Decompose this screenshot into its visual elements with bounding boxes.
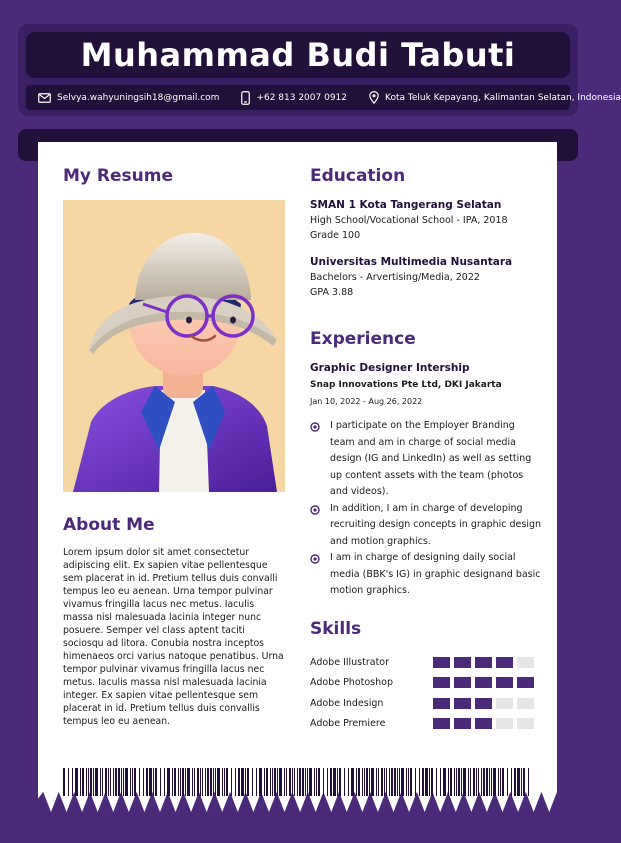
barcode-bar xyxy=(318,768,320,796)
barcode-bar xyxy=(88,768,89,796)
barcode-bar xyxy=(307,768,308,796)
barcode-bar xyxy=(521,768,522,796)
barcode-bar xyxy=(369,768,370,796)
barcode-bar xyxy=(470,768,471,796)
barcode-bar xyxy=(401,768,404,796)
barcode-bar xyxy=(364,768,365,796)
school-name: Universitas Multimedia Nusantara xyxy=(310,256,513,268)
barcode-bar xyxy=(68,768,69,796)
skills-heading: Skills xyxy=(310,619,362,639)
profile-illustration xyxy=(63,200,285,492)
school-name: SMAN 1 Kota Tangerang Selatan xyxy=(310,199,502,211)
barcode-bar xyxy=(72,768,73,796)
barcode-bar xyxy=(422,768,424,796)
barcode-bar xyxy=(284,768,285,796)
skill-segment-filled xyxy=(433,677,450,688)
barcode-bar xyxy=(134,768,136,796)
barcode-bar xyxy=(344,768,345,796)
grade-line: GPA 3.88 xyxy=(310,287,354,298)
barcode-bar xyxy=(277,768,278,796)
education-heading: Education xyxy=(310,166,406,186)
barcode-bar xyxy=(202,768,203,796)
barcode-bar xyxy=(337,768,338,796)
barcode-bar xyxy=(264,768,265,796)
barcode-bar xyxy=(362,768,363,796)
barcode-bar xyxy=(511,768,512,796)
skill-segment-filled xyxy=(433,718,450,729)
barcode-bar xyxy=(356,768,357,796)
barcode-bar xyxy=(448,768,449,796)
barcode-bar xyxy=(115,768,117,796)
barcode-bar xyxy=(294,768,295,796)
company-name: Snap Innovations Pte Ltd, DKI Jakarta xyxy=(310,380,502,390)
barcode-bar xyxy=(100,768,101,796)
barcode-bar xyxy=(272,768,273,796)
barcode-bar xyxy=(461,768,462,796)
job-title: Graphic Designer Intership xyxy=(310,362,470,374)
barcode-bar xyxy=(178,768,179,796)
barcode-bar xyxy=(110,768,111,796)
contact-email[interactable] xyxy=(38,93,219,103)
name-banner xyxy=(26,32,570,78)
barcode-bar xyxy=(90,768,92,796)
degree-line: Bachelors - Arvertising/Media, 2022 xyxy=(310,272,480,283)
skills-list xyxy=(310,652,534,734)
barcode-bar xyxy=(200,768,201,796)
barcode-bar xyxy=(132,768,133,796)
barcode-bar xyxy=(86,768,87,796)
skill-segment-filled xyxy=(433,698,450,709)
barcode-bar xyxy=(235,768,236,796)
barcode-bar xyxy=(207,768,209,796)
barcode-bar xyxy=(500,768,501,796)
barcode-bar xyxy=(205,768,206,796)
barcode-bar xyxy=(517,768,520,796)
barcode-bar xyxy=(153,768,154,796)
skill-segment-empty xyxy=(517,718,534,729)
barcode-bar xyxy=(286,768,287,796)
barcode-bar xyxy=(386,768,387,796)
location-text: Kota Teluk Kepayang, Kalimantan Selatan, Indonesia xyxy=(385,92,621,103)
skill-segment-filled xyxy=(517,677,534,688)
barcode-bar xyxy=(450,768,452,796)
barcode-bar xyxy=(63,768,65,796)
barcode-bar xyxy=(514,768,516,796)
skill-segment-filled xyxy=(454,718,471,729)
barcode-bar xyxy=(463,768,466,796)
barcode-bar xyxy=(305,768,306,796)
skill-level-bar xyxy=(429,677,534,688)
barcode-bar xyxy=(222,768,223,796)
barcode-bar xyxy=(167,768,170,796)
barcode-bar xyxy=(149,768,152,796)
barcode-bar xyxy=(323,768,324,796)
barcode-bar xyxy=(108,768,109,796)
barcode-bar xyxy=(486,768,488,796)
barcode-bar xyxy=(259,768,262,796)
barcode-bar xyxy=(528,768,529,796)
barcode-bar xyxy=(146,768,148,796)
barcode-bar xyxy=(399,768,400,796)
bullet-text: I participate on the Employer Branding team and am in charge of social media design (IG and LinkedIn) as well as setting up content assets with the team (photos and videos). xyxy=(330,420,532,497)
barcode-bar xyxy=(425,768,428,796)
skill-segment-filled xyxy=(475,677,492,688)
barcode-bar xyxy=(476,768,477,796)
barcode-bar xyxy=(247,768,249,796)
barcode-bar xyxy=(348,768,349,796)
barcode-bar xyxy=(483,768,485,796)
barcode-bar xyxy=(456,768,457,796)
barcode-bar xyxy=(468,768,469,796)
barcode-bar xyxy=(130,768,131,796)
barcode-bar xyxy=(245,768,246,796)
barcode-bar xyxy=(415,768,416,796)
barcode-bar xyxy=(224,768,225,796)
barcode-bar xyxy=(182,768,184,796)
barcode-bar xyxy=(215,768,216,796)
experience-bullets xyxy=(310,418,542,600)
education-entry xyxy=(310,199,540,241)
contact-phone[interactable] xyxy=(241,91,347,105)
barcode-bar xyxy=(213,768,214,796)
barcode-bar xyxy=(458,768,460,796)
barcode-bar xyxy=(384,768,385,796)
barcode-bar xyxy=(431,768,433,796)
contact-bar xyxy=(26,85,621,110)
education-entry xyxy=(310,256,540,298)
barcode-bar xyxy=(241,768,244,796)
barcode-bar xyxy=(498,768,499,796)
barcode-bar xyxy=(252,768,253,796)
barcode-bar xyxy=(192,768,193,796)
barcode-bar xyxy=(381,768,383,796)
barcode-bar xyxy=(187,768,190,796)
list-item xyxy=(310,418,542,501)
phone-icon xyxy=(241,91,250,105)
barcode-bar xyxy=(454,768,455,796)
barcode-bar xyxy=(436,768,437,796)
barcode-bar xyxy=(351,768,354,796)
barcode-bar xyxy=(238,768,240,796)
barcode-bar xyxy=(299,768,301,796)
barcode-bar xyxy=(164,768,165,796)
barcode-bar xyxy=(378,768,379,796)
circle-bullet-icon xyxy=(310,554,320,564)
phone-text: +62 813 2007 0912 xyxy=(256,92,347,103)
barcode-bar xyxy=(102,768,103,796)
about-me-heading: About Me xyxy=(63,515,155,535)
skill-row xyxy=(310,693,534,714)
circle-bullet-icon xyxy=(310,422,320,432)
skill-row xyxy=(310,714,534,735)
barcode-bar xyxy=(408,768,409,796)
barcode-bar xyxy=(217,768,220,796)
barcode-bar xyxy=(330,768,332,796)
barcode-bar xyxy=(478,768,479,796)
full-name: Muhammad Budi Tabuti xyxy=(80,36,516,74)
barcode-bar xyxy=(274,768,276,796)
barcode-bar xyxy=(95,768,98,796)
barcode-graphic xyxy=(63,768,533,796)
email-text: Selvya.wahyuningsih18@gmail.com xyxy=(57,92,220,103)
barcode-bar xyxy=(481,768,482,796)
barcode-bar xyxy=(80,768,81,796)
barcode-bar xyxy=(139,768,140,796)
barcode-bar xyxy=(302,768,304,796)
barcode-bar xyxy=(279,768,282,796)
barcode-bar xyxy=(113,768,114,796)
barcode-bar xyxy=(394,768,396,796)
barcode-bar xyxy=(410,768,412,796)
skill-segment-filled xyxy=(475,718,492,729)
location-pin-icon xyxy=(369,91,379,104)
contact-location[interactable] xyxy=(369,91,621,104)
skill-level-bar xyxy=(429,718,534,729)
skill-segment-filled xyxy=(454,698,471,709)
barcode-bar xyxy=(231,768,232,796)
skill-name: Adobe Premiere xyxy=(310,718,386,730)
skill-name: Adobe Photoshop xyxy=(310,677,393,689)
skill-segment-empty xyxy=(496,718,513,729)
barcode-bar xyxy=(180,768,181,796)
barcode-bar xyxy=(406,768,407,796)
barcode-bar xyxy=(389,768,390,796)
barcode-bar xyxy=(210,768,212,796)
skill-name: Adobe Illustrator xyxy=(310,656,390,668)
skill-segment-filled xyxy=(475,657,492,668)
barcode-bar xyxy=(429,768,430,796)
barcode-bar xyxy=(371,768,374,796)
barcode-bar xyxy=(376,768,377,796)
barcode-bar xyxy=(339,768,341,796)
list-item xyxy=(310,501,542,551)
barcode-bar xyxy=(266,768,268,796)
skill-segment-filled xyxy=(454,657,471,668)
barcode-bar xyxy=(118,768,120,796)
barcode-bar xyxy=(105,768,107,796)
barcode-bar xyxy=(493,768,496,796)
barcode-bar xyxy=(366,768,368,796)
skill-row xyxy=(310,673,534,694)
barcode-bar xyxy=(160,768,161,796)
degree-line: High School/Vocational School - IPA, 2018 xyxy=(310,215,508,226)
barcode-bar xyxy=(123,768,124,796)
barcode-bar xyxy=(507,768,508,796)
barcode-bar xyxy=(172,768,173,796)
job-dates: Jan 10, 2022 - Aug 26, 2022 xyxy=(310,397,423,406)
skill-segment-filled xyxy=(475,698,492,709)
skill-segment-empty xyxy=(517,698,534,709)
barcode-bar xyxy=(523,768,525,796)
barcode-bar xyxy=(297,768,298,796)
barcode-bar xyxy=(185,768,186,796)
barcode-bar xyxy=(419,768,420,796)
barcode-bar xyxy=(358,768,360,796)
barcode-bar xyxy=(473,768,475,796)
skill-segment-filled xyxy=(433,657,450,668)
barcode-bar xyxy=(502,768,504,796)
barcode-bar xyxy=(197,768,199,796)
barcode-bar xyxy=(143,768,144,796)
skill-segment-filled xyxy=(454,677,471,688)
skill-segment-empty xyxy=(496,698,513,709)
barcode-bar xyxy=(309,768,312,796)
barcode-bar xyxy=(155,768,157,796)
experience-heading: Experience xyxy=(310,329,416,349)
barcode-bar xyxy=(226,768,228,796)
skill-segment-filled xyxy=(496,657,513,668)
barcode-bar xyxy=(314,768,315,796)
circle-bullet-icon xyxy=(310,505,320,515)
skill-segment-empty xyxy=(517,657,534,668)
barcode-bar xyxy=(333,768,336,796)
barcode-bar xyxy=(489,768,490,796)
barcode-bar xyxy=(194,768,195,796)
barcode-bar xyxy=(270,768,271,796)
barcode-bar xyxy=(93,768,94,796)
skill-name: Adobe Indesign xyxy=(310,697,384,709)
barcode-bar xyxy=(443,768,446,796)
barcode-bar xyxy=(327,768,328,796)
avatar-illustration xyxy=(63,200,285,492)
barcode-bar xyxy=(174,768,176,796)
grade-line: Grade 100 xyxy=(310,230,361,241)
barcode-bar xyxy=(256,768,257,796)
barcode-bar xyxy=(125,768,128,796)
barcode-bar xyxy=(391,768,393,796)
barcode-bar xyxy=(121,768,122,796)
about-me-text: Lorem ipsum dolor sit amet consectetur adipiscing elit. Ex sapien vitae pellentesque sem placerat in id. Pretium tellus duis convalli tempus leo eu aenean. Urna tempor pulvinar vivamus fringilla lacus nec metus. Iaculis massa nisl malesuada lacinia integer nunc posuere. Semper vel class aptent taciti sociosqu ad litora. Conubia nostra inceptos himenaeos orci varius natoque penatibus. Urna tempor pulvinar vivamus fringilla lacus nec metus. Iaculis massa nisl malesuada lacinia integer. Ex sapien vitae pellentesque sem placerat in id. Pretium tellus duis convallis tempus leo eu aenean. xyxy=(63,547,284,727)
skill-level-bar xyxy=(429,657,534,668)
list-item xyxy=(310,550,542,600)
envelope-icon xyxy=(38,93,51,103)
barcode-bar xyxy=(316,768,317,796)
barcode-bar xyxy=(440,768,441,796)
my-resume-heading: My Resume xyxy=(63,166,174,186)
bullet-text: I am in charge of designing daily social media (BBK's IG) in graphic designand basic motion graphics. xyxy=(330,552,541,596)
skill-level-bar xyxy=(429,698,534,709)
skill-segment-filled xyxy=(496,677,513,688)
barcode-bar xyxy=(289,768,291,796)
barcode-bar xyxy=(82,768,84,796)
barcode-bar xyxy=(491,768,492,796)
skill-row xyxy=(310,652,534,673)
barcode-bar xyxy=(397,768,398,796)
bullet-text: In addition, I am in charge of developing recruiting design concepts in graphic design and motion graphics. xyxy=(330,502,542,547)
barcode-bar xyxy=(292,768,293,796)
barcode-bar xyxy=(75,768,78,796)
